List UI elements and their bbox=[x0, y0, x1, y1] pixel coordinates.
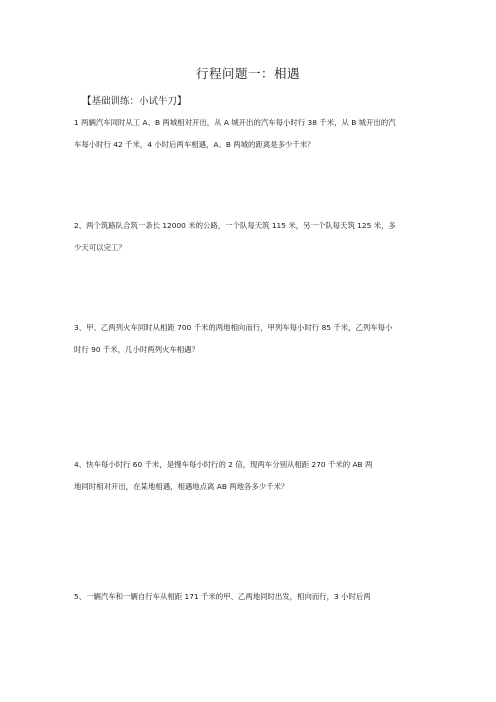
question-4-line-1: 4、快车每小时行 60 千米，是慢车每小时行的 2 倍，现两车分别从相距 270 千米的 AB 两 bbox=[74, 460, 373, 469]
question-3-line-2: 时行 90 千米，几小时两列火车相遇？ bbox=[74, 345, 199, 354]
page-title: 行程问题一：相遇 bbox=[195, 66, 300, 81]
question-2-line-1: 2、两个筑路队合筑一条长 12000 米的公路，一个队每天筑 115 米，另一个队每天筑 125 米，多 bbox=[74, 221, 396, 230]
question-2 bbox=[74, 215, 428, 259]
question-3 bbox=[74, 317, 428, 361]
question-3-line-1: 3、甲、乙两列火车同时从相距 700 千米的两地相向而行，甲列车每小时行 85 千米，乙列车每小 bbox=[74, 323, 393, 332]
question-5 bbox=[74, 586, 428, 608]
section-heading: 【基础训练：小试牛刀】 bbox=[82, 96, 187, 107]
question-1 bbox=[74, 112, 428, 156]
question-5-line-1: 5、一辆汽车和一辆自行车从相距 171 千米的甲、乙两地同时出发，相向而行，3 小时后两 bbox=[74, 592, 371, 601]
question-1-line-1: 1 两辆汽车同时从工 A、B 两城相对开出，从 A 城开出的汽车每小时行 38 千米，从 B 城开出的汽 bbox=[74, 118, 396, 127]
question-4 bbox=[74, 454, 428, 498]
question-4-line-2: 地同时相对开出，在某地相遇，相遇地点离 AB 两地各多少千米？ bbox=[74, 482, 289, 491]
question-1-line-2: 车每小时行 42 千米，4 小时后两车相遇，A、B 两城的距离是多少千米？ bbox=[74, 140, 315, 149]
question-2-line-2: 少天可以完工？ bbox=[74, 243, 126, 252]
